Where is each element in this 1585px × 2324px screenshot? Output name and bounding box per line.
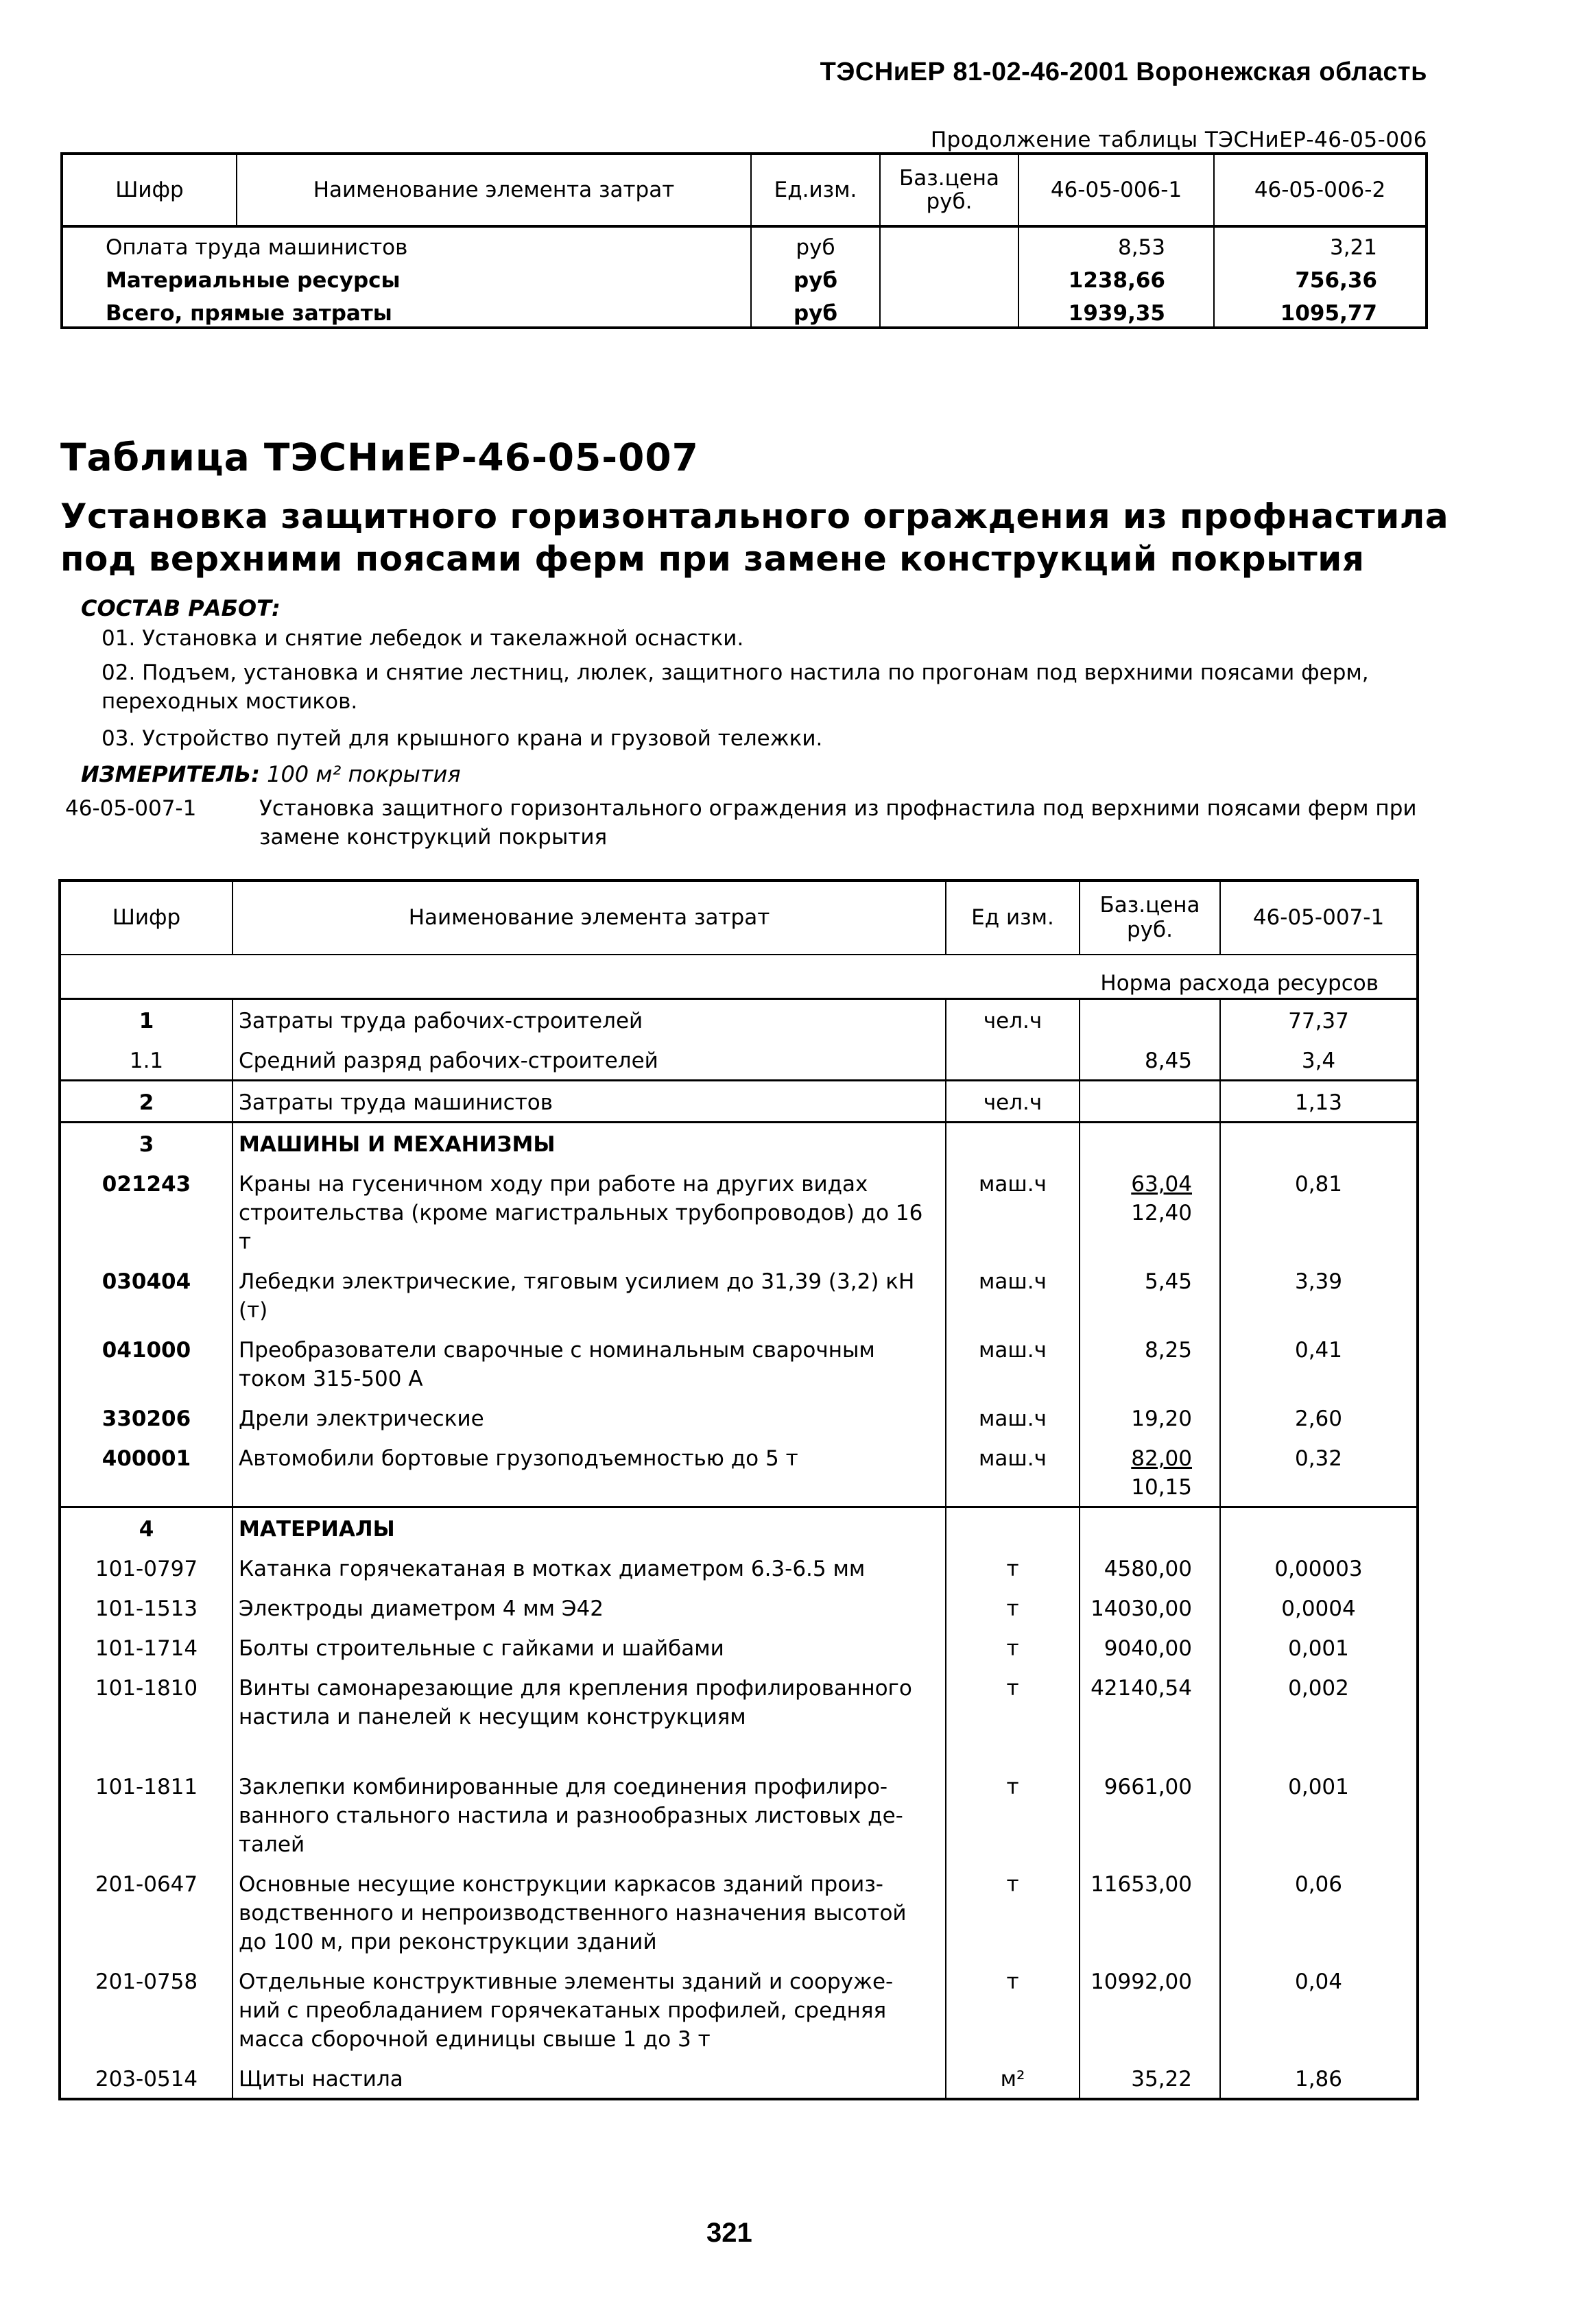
row-rate: 0,06 [1294, 1872, 1343, 1897]
row-name: Оплата труда машинистов [62, 226, 751, 261]
price-numerator: 63,04 [1131, 1172, 1192, 1197]
row-unit: руб [751, 294, 880, 328]
row-rate: 1,86 [1294, 2067, 1343, 2092]
row-code: 330206 [60, 1398, 233, 1437]
continuation-table [60, 152, 1428, 329]
table-row [62, 261, 1427, 294]
price-denominator: 12,40 [1131, 1201, 1192, 1225]
work-item: 02. Подъем, установка и снятие лестниц, люлек, защитного настила по прогонам под верхними поясами ферм, переходных мостиков. [102, 660, 1369, 714]
row-rate: 0,41 [1294, 1338, 1343, 1363]
row-name: Материальные ресурсы [62, 261, 751, 294]
row-rate: 0,001 [1288, 1775, 1349, 1799]
row-unit [946, 1507, 1080, 1548]
row-price [880, 261, 1018, 294]
row-value-2: 756,36 [1295, 267, 1377, 293]
row-value-2: 1095,77 [1280, 300, 1377, 326]
row-name: Краны на гусеничном ходу при работе на других видах строительства (кроме магистральных трубопроводов) до 16 т [233, 1163, 946, 1260]
table-row [60, 1081, 1418, 1123]
row-value-1: 8,53 [1018, 226, 1214, 261]
row-name: МАШИНЫ И МЕХАНИЗМЫ [233, 1123, 946, 1164]
row-code: 2 [60, 1081, 233, 1123]
column-header-rate: 46-05-007-1 [1220, 881, 1418, 955]
table-row [60, 1667, 1418, 1766]
row-code: 101-1810 [60, 1667, 233, 1766]
table-row [60, 1398, 1418, 1437]
row-value-2: 3,21 [1329, 235, 1377, 260]
row-unit: маш.ч [946, 1329, 1080, 1398]
row-unit: т [946, 1627, 1080, 1667]
measure-value: 100 м² покрытия [267, 761, 461, 787]
table-title: Таблица ТЭСНиЕР-46-05-007 [60, 435, 699, 479]
row-rate: 0,0004 [1281, 1596, 1356, 1621]
column-header-price: Баз.цена руб. [880, 154, 1018, 226]
row-code: 101-1811 [60, 1766, 233, 1863]
row-price: 8,25 [1080, 1329, 1220, 1398]
row-code: 4 [60, 1507, 233, 1548]
column-header-code: Шифр [62, 154, 237, 226]
table-row [60, 1548, 1418, 1588]
row-price: 8,45 [1080, 1040, 1220, 1081]
row-rate: 0,04 [1294, 1969, 1343, 1994]
row-unit: маш.ч [946, 1398, 1080, 1437]
row-unit: т [946, 1667, 1080, 1766]
row-price [1080, 999, 1220, 1040]
row-unit: т [946, 1961, 1080, 2058]
row-price: 14030,00 [1080, 1588, 1220, 1627]
table-row [60, 1260, 1418, 1329]
row-price: 35,22 [1080, 2058, 1220, 2099]
norm-code: 46-05-007-1 [65, 796, 197, 821]
row-code: 030404 [60, 1260, 233, 1329]
row-rate: 0,00003 [1274, 1557, 1363, 1581]
row-name: Автомобили бортовые грузоподъемностью до 5 т [233, 1437, 946, 1507]
row-rate: 0,002 [1288, 1676, 1349, 1701]
row-price: 9661,00 [1080, 1766, 1220, 1863]
row-rate: 0,32 [1294, 1446, 1343, 1471]
row-price: 4580,00 [1080, 1548, 1220, 1588]
measure-label: ИЗМЕРИТЕЛЬ: [81, 761, 260, 787]
table-row [60, 1329, 1418, 1398]
row-name: Затраты труда рабочих-строителей [233, 999, 946, 1040]
table-row [60, 999, 1418, 1040]
row-name: Заклепки комбинированные для соединения профилиро- ванного стального настила и разнообразных листовых де- талей [233, 1766, 946, 1863]
table-row [60, 1627, 1418, 1667]
row-price: 10992,00 [1080, 1961, 1220, 2058]
row-code: 1 [60, 999, 233, 1040]
row-rate [1220, 1507, 1418, 1548]
norm-label: Норма расхода ресурсов [60, 955, 1418, 999]
row-unit [946, 1040, 1080, 1081]
works-composition-title: СОСТАВ РАБОТ: [81, 595, 281, 621]
row-name: Отдельные конструктивные элементы зданий и сооруже- ний с преобладанием горячекатаных профилей, средняя масса сборочной единицы свыше 1 до 3 т [233, 1961, 946, 2058]
row-rate: 0,81 [1294, 1172, 1343, 1197]
row-rate: 0,001 [1288, 1636, 1349, 1661]
row-rate: 3,4 [1301, 1049, 1336, 1073]
column-header-unit: Ед изм. [946, 881, 1080, 955]
row-name: Дрели электрические [233, 1398, 946, 1437]
row-code: 1.1 [60, 1040, 233, 1081]
section-row [60, 1507, 1418, 1548]
table-row [60, 1766, 1418, 1863]
row-price: 11653,00 [1080, 1863, 1220, 1961]
column-header-unit: Ед.изм. [751, 154, 880, 226]
table-row [60, 1163, 1418, 1260]
column-header-price: Баз.цена руб. [1080, 881, 1220, 955]
row-unit: т [946, 1548, 1080, 1588]
row-price: 5,45 [1080, 1260, 1220, 1329]
table-row [60, 1040, 1418, 1081]
row-unit: маш.ч [946, 1163, 1080, 1260]
row-price [880, 294, 1018, 328]
row-unit: т [946, 1588, 1080, 1627]
row-price: 19,20 [1080, 1398, 1220, 1437]
row-code: 203-0514 [60, 2058, 233, 2099]
price-numerator: 82,00 [1131, 1446, 1192, 1471]
table-row [60, 1863, 1418, 1961]
column-header-name: Наименование элемента затрат [233, 881, 946, 955]
table-row [60, 2058, 1418, 2099]
row-name: Болты строительные с гайками и шайбами [233, 1627, 946, 1667]
row-unit: чел.ч [946, 999, 1080, 1040]
table-row [60, 1961, 1418, 2058]
row-name: Винты самонарезающие для крепления профилированного настила и панелей к несущим конструкциям [233, 1667, 946, 1766]
row-rate [1220, 1123, 1418, 1164]
row-name: Преобразователи сварочные с номинальным сварочным током 315-500 А [233, 1329, 946, 1398]
row-rate: 3,39 [1294, 1269, 1343, 1294]
row-name: Затраты труда машинистов [233, 1081, 946, 1123]
measure-line [81, 761, 461, 787]
row-rate: 77,37 [1220, 999, 1418, 1040]
row-name: Электроды диаметром 4 мм Э42 [233, 1588, 946, 1627]
price-denominator: 10,15 [1131, 1475, 1192, 1500]
table-row [60, 1588, 1418, 1627]
row-unit: чел.ч [946, 1081, 1080, 1123]
row-code: 201-0758 [60, 1961, 233, 2058]
column-header-rate-2: 46-05-006-2 [1214, 154, 1427, 226]
continuation-caption: Продолжение таблицы ТЭСНиЕР-46-05-006 [930, 128, 1427, 152]
row-name: МАТЕРИАЛЫ [233, 1507, 946, 1548]
work-item: 03. Устройство путей для крышного крана и грузовой тележки. [102, 726, 823, 751]
row-code: 101-1513 [60, 1588, 233, 1627]
row-code: 201-0647 [60, 1863, 233, 1961]
work-item: 01. Установка и снятие лебедок и такелажной оснастки. [102, 626, 744, 651]
section-row [60, 1123, 1418, 1164]
row-price [1080, 1507, 1220, 1548]
resource-table-header [60, 881, 1418, 955]
column-header-name: Наименование элемента затрат [237, 154, 751, 226]
row-value-1: 1939,35 [1018, 294, 1214, 328]
row-unit: т [946, 1766, 1080, 1863]
table-row [62, 226, 1427, 261]
row-value-1: 1238,66 [1018, 261, 1214, 294]
row-name: Средний разряд рабочих-строителей [233, 1040, 946, 1081]
row-price [1080, 1163, 1220, 1260]
row-code: 400001 [60, 1437, 233, 1507]
row-rate: 2,60 [1294, 1406, 1343, 1431]
row-code: 101-1714 [60, 1627, 233, 1667]
row-unit [946, 1123, 1080, 1164]
row-unit: маш.ч [946, 1437, 1080, 1507]
row-unit: т [946, 1863, 1080, 1961]
row-price [1080, 1437, 1220, 1507]
row-name: Щиты настила [233, 2058, 946, 2099]
row-code: 041000 [60, 1329, 233, 1398]
row-unit: м² [946, 2058, 1080, 2099]
row-unit: руб [751, 226, 880, 261]
continuation-table-header [62, 154, 1427, 226]
row-unit: руб [751, 261, 880, 294]
column-header-code: Шифр [60, 881, 233, 955]
row-code: 021243 [60, 1163, 233, 1260]
row-name: Всего, прямые затраты [62, 294, 751, 328]
row-price [1080, 1081, 1220, 1123]
page-number: 321 [706, 2218, 752, 2248]
row-code: 101-0797 [60, 1548, 233, 1588]
row-name: Катанка горячекатаная в мотках диаметром 6.3-6.5 мм [233, 1548, 946, 1588]
column-header-rate-1: 46-05-006-1 [1018, 154, 1214, 226]
row-unit: маш.ч [946, 1260, 1080, 1329]
row-price [880, 226, 1018, 261]
row-price: 9040,00 [1080, 1627, 1220, 1667]
table-row [60, 1437, 1418, 1507]
row-price: 42140,54 [1080, 1667, 1220, 1766]
row-name: Основные несущие конструкции каркасов зданий произ- водственного и непроизводственного назначения высотой до 100 м, при реконструкции зданий [233, 1863, 946, 1961]
document-header-title: ТЭСНиЕР 81-02-46-2001 Воронежская область [820, 58, 1427, 86]
row-price [1080, 1123, 1220, 1164]
row-rate: 1,13 [1220, 1081, 1418, 1123]
table-row [62, 294, 1427, 328]
row-code: 3 [60, 1123, 233, 1164]
table-subtitle: Установка защитного горизонтального ограждения из профнастила под верхними поясами ферм при замене конструкций покрытия [60, 496, 1449, 579]
norm-description: Установка защитного горизонтального ограждения из профнастила под верхними поясами ферм при замене конструкций покрытия [259, 796, 1417, 850]
row-name: Лебедки электрические, тяговым усилием до 31,39 (3,2) кН (т) [233, 1260, 946, 1329]
norm-label-row [60, 955, 1418, 999]
resource-norms-table [58, 879, 1419, 2100]
